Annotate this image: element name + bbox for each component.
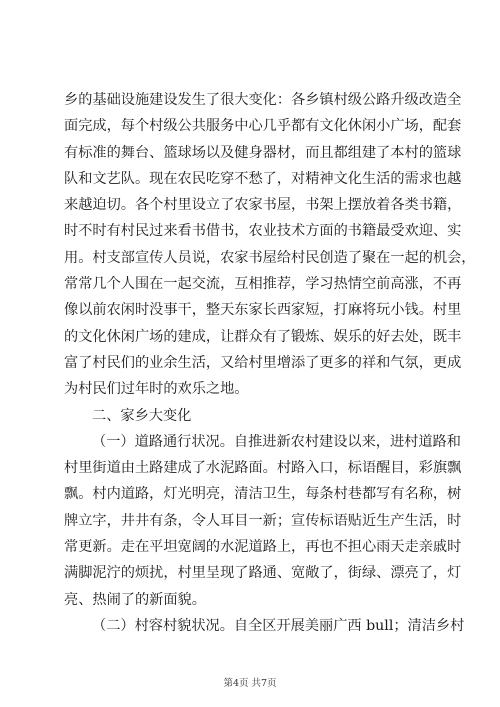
text-line: 飘。村内道路，灯光明亮，清洁卫生，每条村巷都写有名称，树 <box>64 486 462 503</box>
text-line: 富了村民们的业余生活，又给村里增添了更多的祥和气氛，更成 <box>64 354 462 371</box>
text-line: 牌立字，井井有条，令人耳目一新；宣传标语贴近生产生活，时 <box>64 512 462 529</box>
text-line: 常更新。走在平坦宽阔的水泥道路上，再也不担心雨天走亲戚时 <box>64 539 462 556</box>
text-line: 亮、热闹了的新面貌。 <box>64 591 206 608</box>
text-line: 面完成，每个村级公共服务中心几乎都有文化休闲小广场，配套 <box>64 118 462 135</box>
document-body <box>64 87 476 639</box>
text-line: 的文化休闲广场的建成，让群众有了锻炼、娱乐的好去处，既丰 <box>64 328 462 345</box>
text-line: 村里街道由土路建成了水泥路面。村路入口，标语醒目，彩旗飘 <box>64 460 462 477</box>
text-line: 时不时有村民过来看书借书，农业技术方面的书籍最受欢迎、实 <box>64 223 462 240</box>
text-line: （二）村容村貌状况。自全区开展美丽广西 bull；清洁乡村 <box>92 617 465 634</box>
paragraph <box>64 429 462 613</box>
text-line: 队和文艺队。现在农民吃穿不愁了，对精神文化生活的需求也越 <box>64 170 462 187</box>
text-line: 用。村支部宣传人员说，农家书屋给村民创造了聚在一起的机会， <box>64 249 476 266</box>
text-line: 像以前农闲时没事干，整天东家长西家短，打麻将玩小钱。村里 <box>64 302 462 319</box>
page-number: 第4页 共7页 <box>223 678 277 689</box>
text-line: 乡的基础设施建设发生了很大变化：各乡镇村级公路升级改造全 <box>64 92 462 108</box>
paragraph <box>64 613 465 639</box>
text-line: （一）道路通行状况。自推进新农村建设以来，进村道路和 <box>92 433 461 450</box>
section-heading: 二、家乡大变化 <box>92 407 192 424</box>
text-line: 来越迫切。各个村里设立了农家书屋，书架上摆放着各类书籍， <box>64 197 462 214</box>
text-line: 常常几个人围在一起交流，互相推荐，学习热情空前高涨，不再 <box>64 276 462 293</box>
text-line: 有标准的舞台、篮球场以及健身器材，而且都组建了本村的篮球 <box>64 144 462 161</box>
paragraph <box>64 87 476 403</box>
text-line: 满脚泥泞的烦扰，村里呈现了路通、宽敞了，街绿、漂亮了，灯 <box>64 565 462 582</box>
text-line: 为村民们过年时的欢乐之地。 <box>64 381 249 398</box>
